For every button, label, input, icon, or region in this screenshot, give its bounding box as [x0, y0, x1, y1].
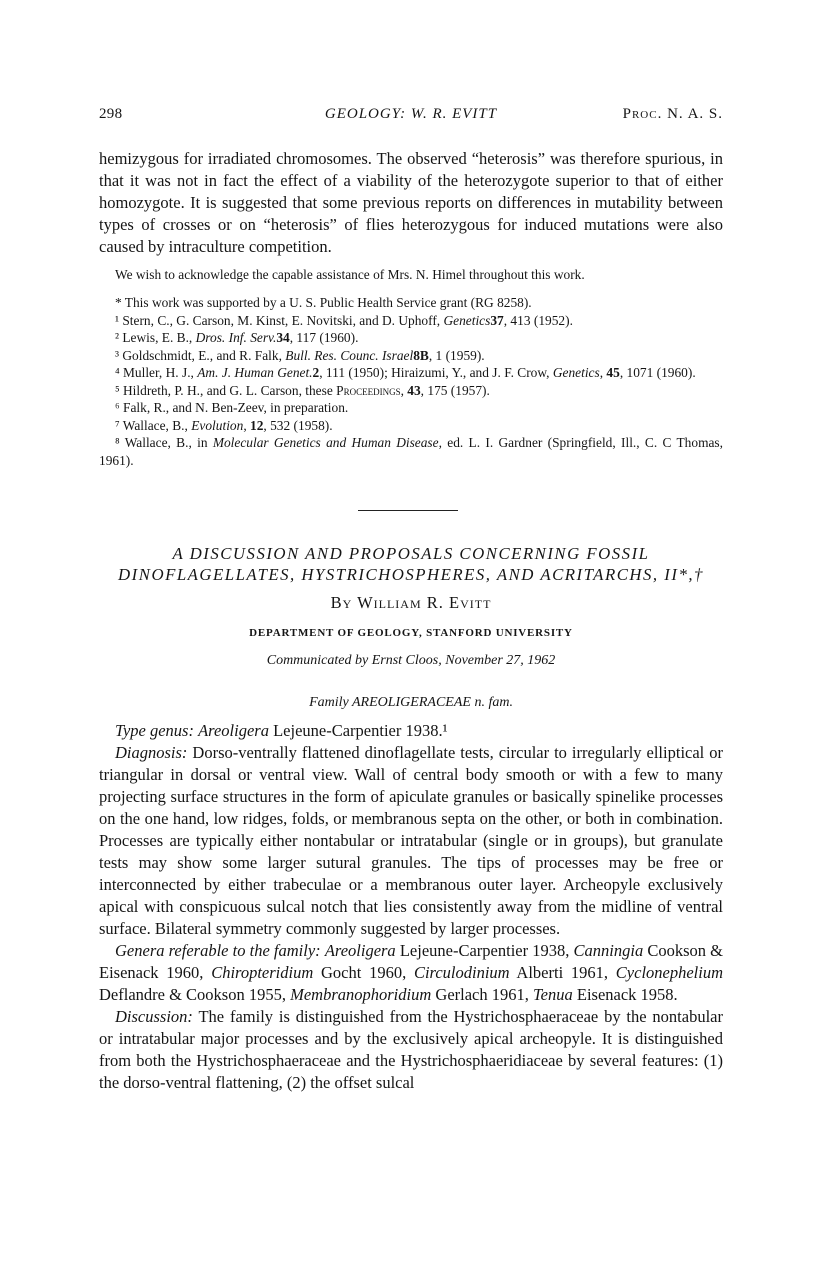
genus-authority: Eisenack 1958.	[572, 985, 678, 1004]
title-line-1: A DISCUSSION AND PROPOSALS CONCERNING FOSSIL	[172, 544, 650, 563]
author-affiliation: DEPARTMENT OF GEOLOGY, STANFORD UNIVERSITY	[249, 627, 573, 639]
family-heading: Family AREOLIGERACEAE n. fam.	[309, 695, 513, 710]
page-number: 298	[99, 106, 123, 122]
genus-authority: Gocht 1960,	[313, 963, 414, 982]
footnotes	[99, 294, 723, 469]
conclusion-paragraph: hemizygous for irradiated chromosomes. The observed “heterosis” was therefore spurious, in that it was not in fact the effect of a viability of the heterozygote superior to that of either homozygote. It is suggested that some previous reports on differences in mutability between types of crosses or on “heterosis” of flies heterozygous for induced mutations were also caused by intraculture competition.	[99, 149, 723, 256]
diagnosis-paragraph: Diagnosis: Dorso-ventrally flattened dinoflagellate tests, circular to irregularly elliptical or triangular in dorsal or ventral view. Wall of central body smooth or with a few to many projecting surface structures in the form of apiculate granules or basically spinelike processes on the one hand, low ridges, folds, or membranous septa on the other, or both in combination. Processes are typically either nontabular or intratabular (single or in groups), but granulate tests may show some larger sutural granules. The tips of processes may be free or interconnected by either trabeculae or a membranous outer layer. Archeopyle exclusively apical with conspicuous sulcal notch that lies consistently away from the midline of ventral surface. Bilateral symmetry commonly suggested by larger processes.	[99, 743, 723, 938]
footnote-star: * This work was supported by a U. S. Public Health Service grant (RG 8258).	[115, 295, 532, 310]
section-divider	[358, 510, 458, 511]
footnote-8: ⁸ Wallace, B., in Molecular Genetics and Human Disease, ed. L. I. Gardner (Springfield, Ill., C. C Thomas, 1961).	[99, 435, 723, 468]
footnote-4: ⁴ Muller, H. J., Am. J. Human Genet.2, 111 (1950); Hiraizumi, Y., and J. F. Crow, Genetics, 45, 1071 (1960).	[115, 365, 696, 380]
communication-note: Communicated by Ernst Cloos, November 27, 1962	[266, 653, 556, 668]
acknowledgment-text: We wish to acknowledge the capable assistance of Mrs. N. Himel throughout this work.	[115, 267, 585, 282]
genus-name: Cyclonephelium	[615, 963, 724, 982]
journal-abbreviation: Proc. N. A. S.	[622, 106, 723, 122]
genus-name: Circulodinium	[413, 963, 510, 982]
genus-authority: Lejeune-Carpentier 1938,	[395, 941, 574, 960]
running-header	[99, 106, 723, 126]
article-title	[99, 543, 723, 585]
acknowledgment	[99, 266, 723, 284]
genus-authority: Cookson & Eisenack 1960,	[99, 941, 724, 982]
genus-name: Tenua	[533, 985, 573, 1004]
title-line-2: DINOFLAGELLATES, HYSTRICHOSPHERES, AND ACRITARCHS, II*,†	[118, 565, 704, 584]
genera-paragraph: Genera referable to the family: Areoligera Lejeune-Carpentier 1938, Canningia Cookson & Eisenack 1960, Chiropteridium Gocht 1960, Circulodinium Alberti 1961, Cyclonephelium Deflandre & Cookson 1955, Membranophoridium Gerlach 1961, Tenua Eisenack 1958.	[99, 941, 724, 1004]
article-body	[99, 720, 723, 1094]
footnote-7: ⁷ Wallace, B., Evolution, 12, 532 (1958).	[115, 417, 333, 433]
genus-name: Chiropteridium	[211, 963, 314, 982]
running-title: GEOLOGY: W. R. EVITT	[324, 106, 498, 122]
genus-authority: Alberti 1961,	[509, 963, 616, 982]
genus-authority: Gerlach 1961,	[431, 985, 533, 1004]
footnote-3: ³ Goldschmidt, E., and R. Falk, Bull. Res. Counc. Israel8B, 1 (1959).	[115, 347, 485, 363]
genus-name: Canningia	[573, 941, 644, 960]
footnote-6: ⁶ Falk, R., and N. Ben-Zeev, in preparation.	[115, 400, 349, 415]
genus-name: Membranophoridium	[290, 985, 432, 1004]
footnote-5: ⁵ Hildreth, P. H., and G. L. Carson, these Proceedings, 43, 175 (1957).	[115, 382, 490, 398]
footnote-2: ² Lewis, E. B., Dros. Inf. Serv.34, 117 (1960).	[115, 330, 359, 345]
type-genus-paragraph: Type genus: Areoligera Lejeune-Carpentier 1938.¹	[115, 721, 448, 740]
genus-name: Areoligera	[324, 941, 396, 960]
genus-authority: Deflandre & Cookson 1955,	[99, 985, 291, 1004]
previous-article-conclusion	[99, 148, 723, 258]
footnote-1: ¹ Stern, C., G. Carson, M. Kinst, E. Novitski, and D. Uphoff, Genetics37, 413 (1952).	[115, 312, 573, 328]
discussion-paragraph: Discussion: The family is distinguished from the Hystrichosphaeraceae by the nontabular or intratabular major processes and by the exclusively apical archeopyle. It is distinguished from both the Hystrichosphaeraceae and the Hystrichosphaeridiaceae by several features: (1) the dorso-ventral flattening, (2) the offset sulcal	[99, 1007, 723, 1092]
author-byline: By William R. Evitt	[330, 593, 492, 612]
